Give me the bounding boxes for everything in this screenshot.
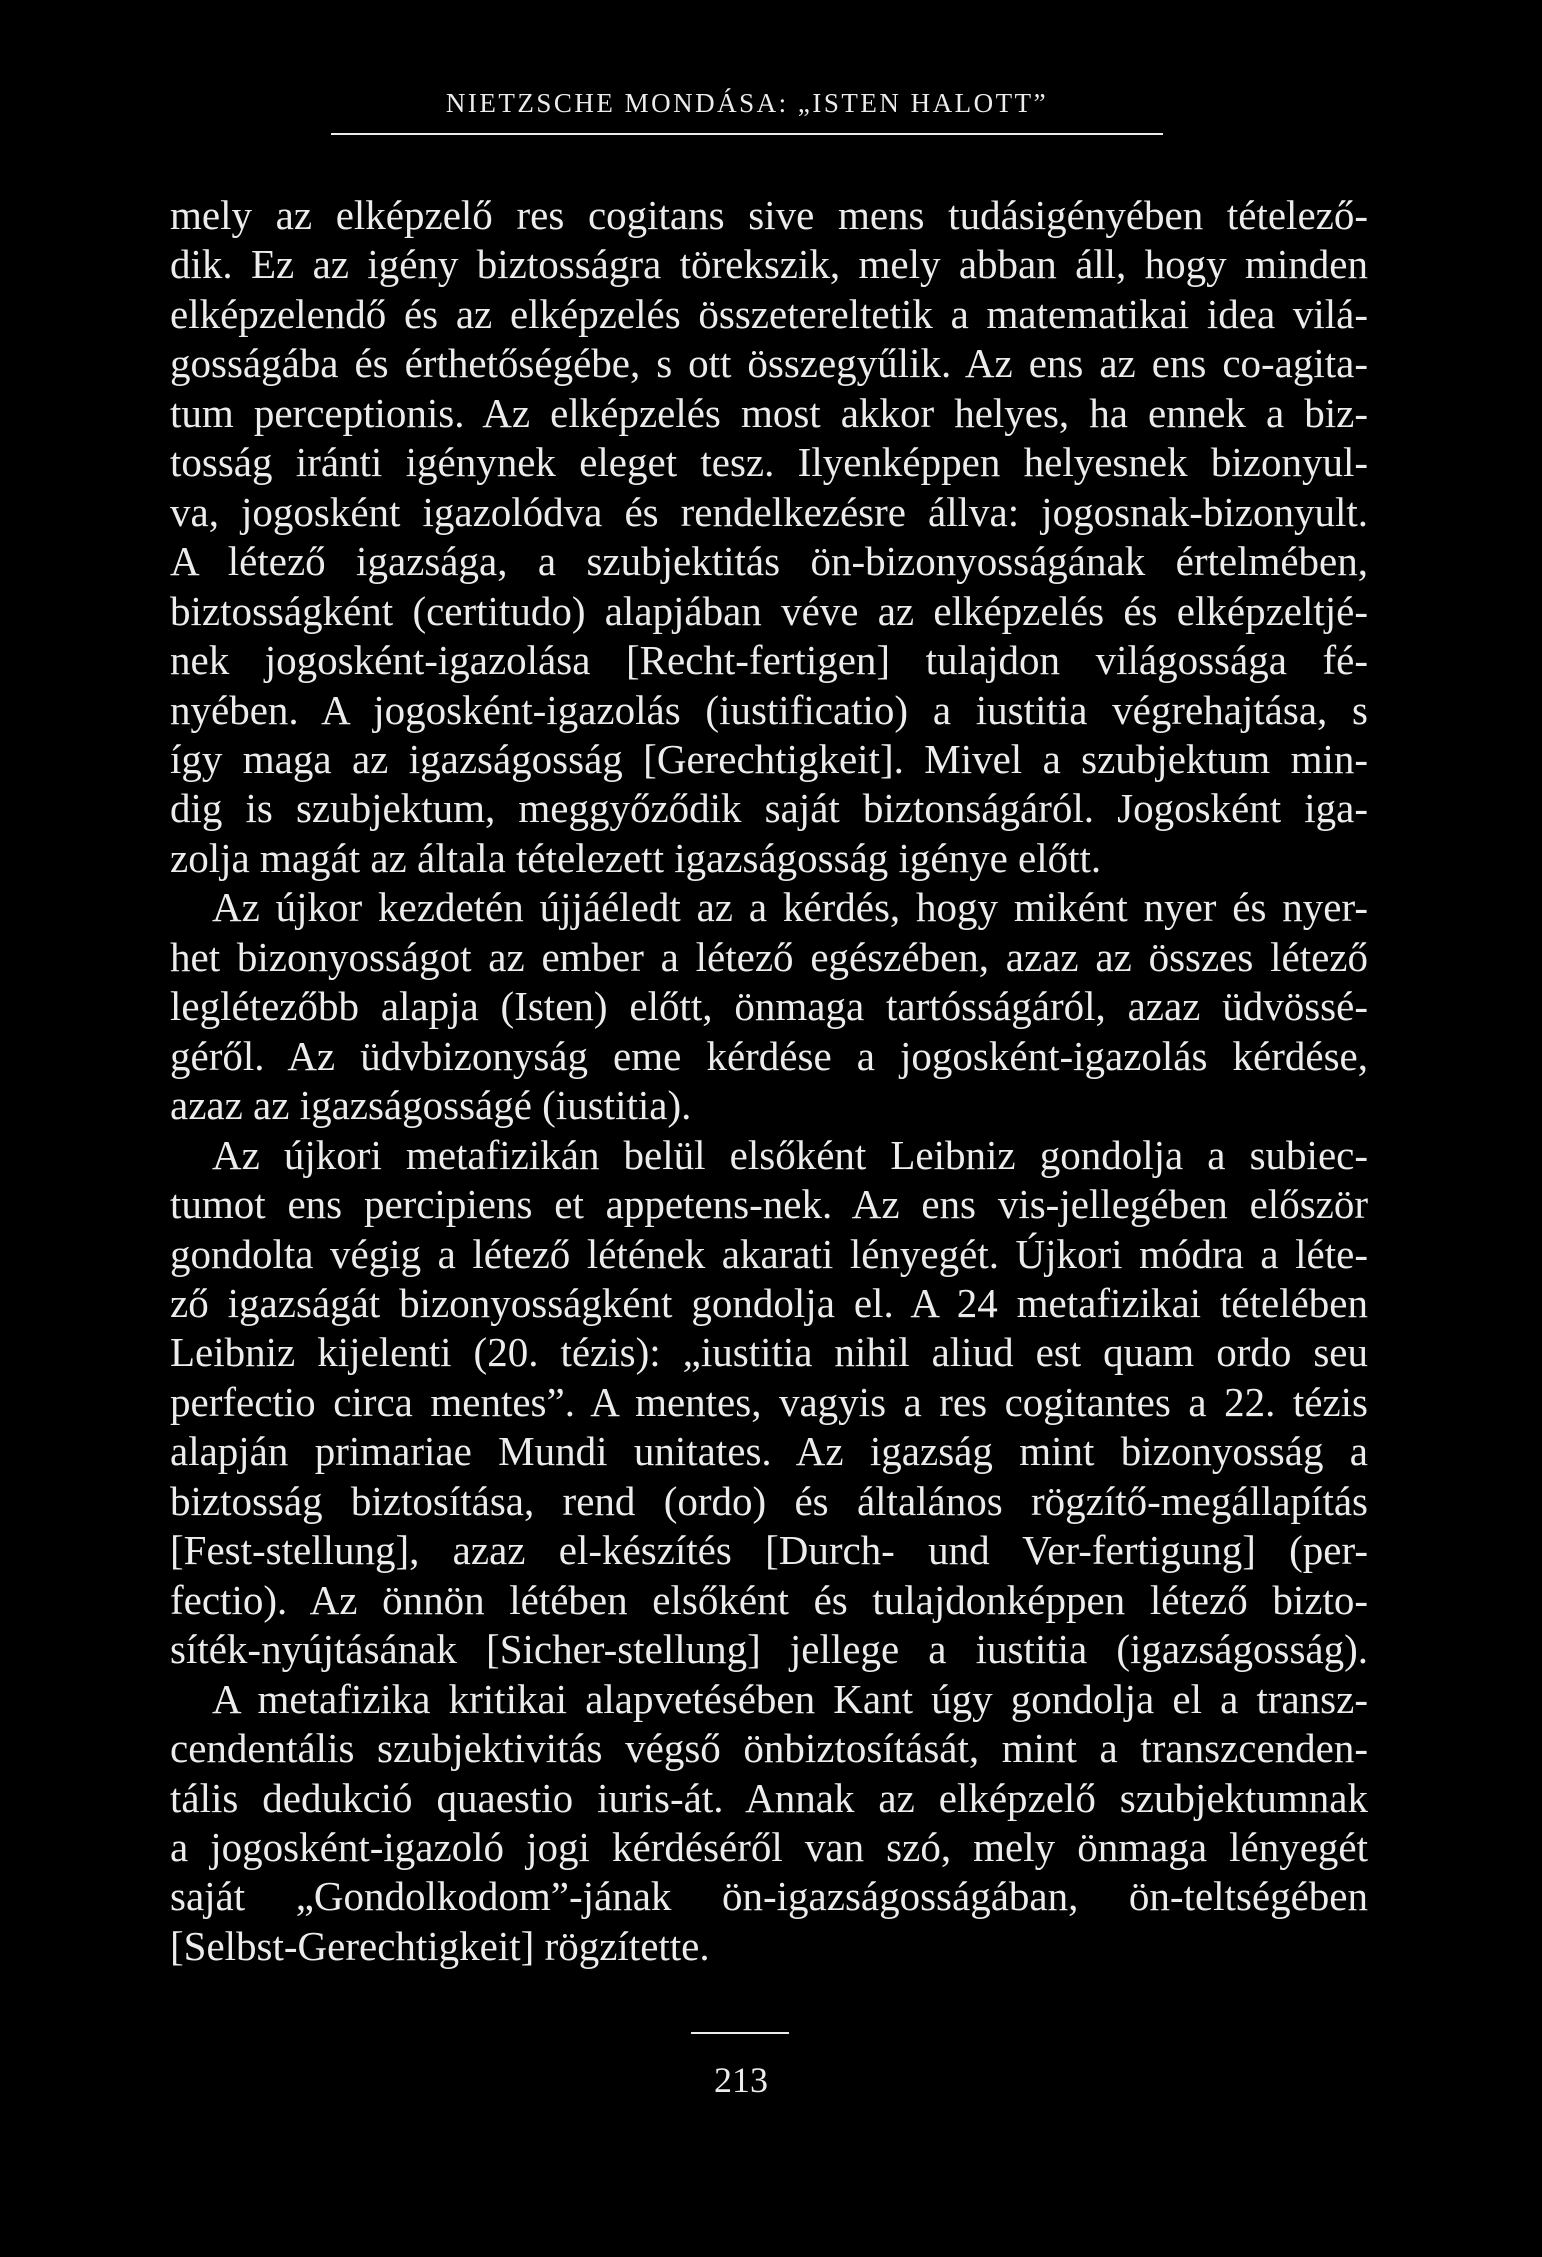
text-line: leglétezőbb alapja (Isten) előtt, önmaga tartósságáról, azaz üdvössé-: [170, 983, 1368, 1030]
text-line: saját „Gondolkodom”-jának ön-igazságosságában, ön-teltségében: [170, 1873, 1368, 1920]
text-line: tumot ens percipiens et appetens-nek. Az ens vis-jellegében először: [170, 1181, 1368, 1228]
text-line: biztosságként (certitudo) alapjában véve az elképzelés és elképzeltjé-: [170, 587, 1368, 634]
text-line: perfectio circa mentes”. A mentes, vagyis a res cogitantes a 22. tézis: [170, 1378, 1368, 1425]
text-line: Az újkor kezdetén újjáéledt az a kérdés, hogy miként nyer és nyer-: [212, 884, 1368, 931]
text-line: [Selbst-Gerechtigkeit] rögzítette.: [170, 1922, 710, 1969]
text-line: azaz az igazságosságé (iustitia).: [170, 1082, 692, 1129]
text-line: A létező igazsága, a szubjektitás ön-bizonyosságának értelmében,: [170, 538, 1368, 585]
paragraph: [170, 1675, 1368, 1972]
text-line: dik. Ez az igény biztosságra törekszik, mely abban áll, hogy minden: [170, 241, 1368, 288]
text-line: zolja magát az általa tételezett igazságosság igénye előtt.: [170, 834, 1102, 881]
text-line: het bizonyosságot az ember a létező egészében, azaz az összes létező: [170, 933, 1368, 980]
text-line: fectio). Az önnön létében elsőként és tulajdonképpen létező bizto-: [170, 1576, 1368, 1623]
text-line: így maga az igazságosság [Gerechtigkeit]. Mivel a szubjektum min-: [170, 735, 1368, 782]
text-line: Az újkori metafizikán belül elsőként Leibniz gondolja a subiec-: [212, 1131, 1368, 1178]
text-line: cendentális szubjektivitás végső önbiztosítását, mint a transzcenden-: [170, 1725, 1368, 1772]
text-line: géről. Az üdvbizonyság eme kérdése a jogosként-igazolás kérdése,: [170, 1032, 1368, 1079]
text-line: síték-nyújtásának [Sicher-stellung] jellege a iustitia (igazságosság).: [170, 1626, 1368, 1673]
text-line: gondolta végig a létező létének akarati lényegét. Újkori módra a léte-: [170, 1230, 1368, 1277]
text-line: tosság iránti igénynek eleget tesz. Ilyenképpen helyesnek bizonyul-: [170, 439, 1368, 486]
text-line: elképzelendő és az elképzelés összetereltetik a matematikai idea vilá-: [170, 290, 1368, 337]
text-line: dig is szubjektum, meggyőződik saját biztonságáról. Jogosként iga-: [170, 785, 1368, 832]
text-line: va, jogosként igazolódva és rendelkezésre állva: jogosnak-bizonyult.: [170, 488, 1368, 535]
text-line: gosságába és érthetőségébe, s ott összegyűlik. Az ens az ens co-agita-: [170, 340, 1368, 387]
footer-rule: [691, 2032, 789, 2034]
page-number: 213: [714, 2060, 768, 2100]
text-line: Leibniz kijelenti (20. tézis): „iustitia nihil aliud est quam ordo seu: [170, 1329, 1368, 1376]
paragraph: [170, 1131, 1368, 1675]
text-line: A metafizika kritikai alapvetésében Kant úgy gondolja el a transz-: [212, 1675, 1368, 1722]
paragraph: [170, 191, 1368, 883]
text-line: a jogosként-igazoló jogi kérdéséről van szó, mely önmaga lényegét: [170, 1823, 1368, 1870]
paragraph: [170, 883, 1368, 1130]
text-line: biztosság biztosítása, rend (ordo) és általános rögzítő-megállapítás: [170, 1477, 1368, 1524]
text-line: tális dedukció quaestio iuris-át. Annak az elképzelő szubjektumnak: [170, 1774, 1368, 1821]
text-line: alapján primariae Mundi unitates. Az igazság mint bizonyosság a: [170, 1428, 1368, 1475]
text-line: ző igazságát bizonyosságként gondolja el. A 24 metafizikai tételében: [170, 1279, 1368, 1326]
running-head: NIETZSCHE MONDÁSA: „ISTEN HALOTT”: [445, 88, 1049, 118]
text-line: nyében. A jogosként-igazolás (iustificatio) a iustitia végrehajtása, s: [170, 686, 1368, 733]
text-line: nek jogosként-igazolása [Recht-fertigen] tulajdon világossága fé-: [170, 637, 1368, 684]
text-line: mely az elképzelő res cogitans sive mens tudásigényében tételező-: [170, 192, 1368, 238]
running-head-rule: [331, 133, 1163, 135]
text-line: tum perceptionis. Az elképzelés most akkor helyes, ha ennek a biz-: [170, 389, 1368, 436]
text-line: [Fest-stellung], azaz el-készítés [Durch- und Ver-fertigung] (per-: [170, 1527, 1368, 1574]
body-text: [170, 191, 1368, 1971]
